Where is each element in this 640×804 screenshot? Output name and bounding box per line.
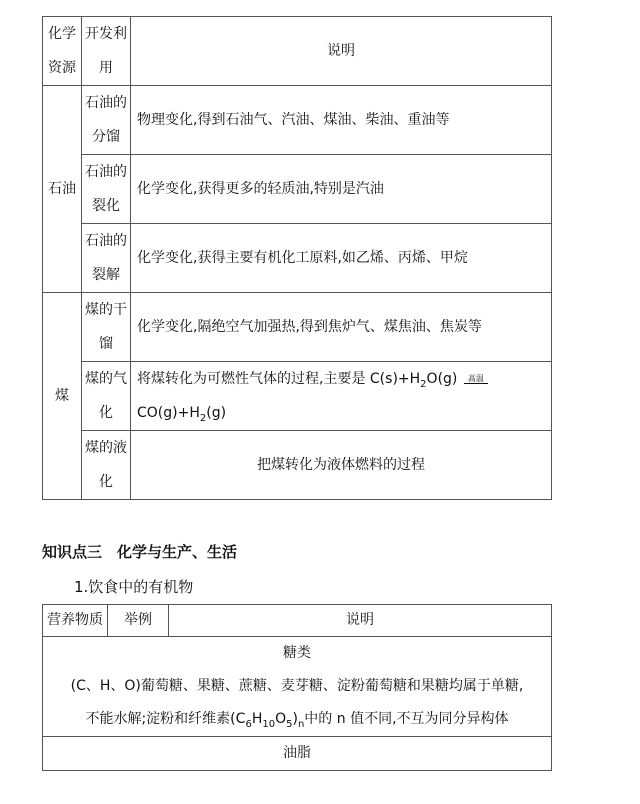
description-prefix: 将煤转化为可燃性气体的过程,主要是 xyxy=(137,371,366,387)
fat-cell: 油脂 xyxy=(43,737,552,771)
table-row xyxy=(43,293,552,362)
use-line2: 裂化 xyxy=(92,198,120,214)
table-row xyxy=(43,431,552,500)
equation-subscript: 2 xyxy=(420,378,427,390)
section-heading: 知识点三 化学与生产、生活 xyxy=(42,543,238,561)
header-resource xyxy=(43,17,82,86)
equation-term: O(g) xyxy=(426,371,458,387)
use-cell xyxy=(82,86,131,155)
resource-coal: 煤 xyxy=(43,293,82,500)
reaction-arrow xyxy=(462,374,490,384)
equation-term: +H xyxy=(397,371,421,387)
description-cell: 物理变化,得到石油气、汽油、煤油、柴油、重油等 xyxy=(131,86,552,155)
header-use-line2: 用 xyxy=(99,60,113,76)
use-cell xyxy=(82,362,131,431)
table-row xyxy=(43,637,552,737)
header-example: 举例 xyxy=(108,605,169,637)
header-use xyxy=(82,17,131,86)
description-cell-equation xyxy=(131,362,552,431)
table-row xyxy=(43,155,552,224)
use-cell xyxy=(82,431,131,500)
sugar-line2-suffix: 中的 n 值不同,不互为同分异构体 xyxy=(304,711,509,727)
table-header-row xyxy=(43,605,552,637)
table-row xyxy=(43,737,552,771)
use-cell xyxy=(82,155,131,224)
use-cell xyxy=(82,293,131,362)
header-use-line1: 开发利 xyxy=(85,26,127,42)
formula-element: O xyxy=(275,711,287,727)
resource-petroleum: 石油 xyxy=(43,86,82,293)
description-cell: 化学变化,获得更多的轻质油,特别是汽油 xyxy=(131,155,552,224)
sugar-line2-prefix: 不能水解;淀粉和纤维素(C xyxy=(85,711,246,727)
formula-subscript: 5 xyxy=(286,718,293,730)
use-cell xyxy=(82,224,131,293)
table-header-row xyxy=(43,17,552,86)
table-row xyxy=(43,362,552,431)
formula-subscript: n xyxy=(297,718,305,730)
equation-subscript: 2 xyxy=(199,412,207,424)
header-nutrient: 营养物质 xyxy=(43,605,108,637)
description-cell: 化学变化,隔绝空气加强热,得到焦炉气、煤焦油、焦炭等 xyxy=(131,293,552,362)
use-line1: 石油的 xyxy=(85,233,127,249)
equation-term: CO(g) xyxy=(137,405,178,421)
resource-table xyxy=(42,16,552,500)
use-line1: 石油的 xyxy=(85,95,127,111)
reaction-condition: 高温 xyxy=(467,374,484,383)
use-line1: 煤的液 xyxy=(85,440,127,456)
header-description: 说明 xyxy=(169,605,552,637)
sugar-cell xyxy=(43,637,552,737)
use-line1: 煤的气 xyxy=(85,371,127,387)
use-line2: 馏 xyxy=(99,336,113,352)
formula-subscript: 6 xyxy=(245,718,252,730)
description-cell: 把煤转化为液体燃料的过程 xyxy=(131,431,552,500)
equation-term: (g) xyxy=(206,405,227,421)
table-row xyxy=(43,86,552,155)
equation-line1 xyxy=(137,362,551,396)
description-cell: 化学变化,获得主要有机化工原料,如乙烯、丙烯、甲烷 xyxy=(131,224,552,293)
header-description: 说明 xyxy=(131,17,552,86)
equation-term: C(s) xyxy=(369,371,398,387)
equation-line2 xyxy=(137,396,551,430)
equation-term: +H xyxy=(177,405,200,421)
use-line2: 化 xyxy=(99,405,113,421)
sugar-line1: (C、H、O)葡萄糖、果糖、蔗糖、麦芽糖、淀粉葡萄糖和果糖均属于单糖, xyxy=(70,678,524,694)
table-row xyxy=(43,224,552,293)
header-resource-line2: 资源 xyxy=(48,60,76,76)
section-subheading: 1.饮食中的有机物 xyxy=(74,578,194,596)
sugar-title: 糖类 xyxy=(283,645,311,661)
formula-close: ) xyxy=(292,711,298,727)
use-line2: 化 xyxy=(99,474,113,490)
use-line1: 石油的 xyxy=(85,164,127,180)
use-line2: 分馏 xyxy=(92,129,120,145)
formula-subscript: 10 xyxy=(262,718,276,730)
reaction-line xyxy=(464,383,488,384)
use-line1: 煤的干 xyxy=(85,302,127,318)
use-line2: 裂解 xyxy=(92,267,120,283)
formula-element: H xyxy=(251,711,263,727)
sugar-line2 xyxy=(43,703,551,736)
header-resource-line1: 化学 xyxy=(48,26,76,42)
nutrient-table xyxy=(42,604,552,771)
